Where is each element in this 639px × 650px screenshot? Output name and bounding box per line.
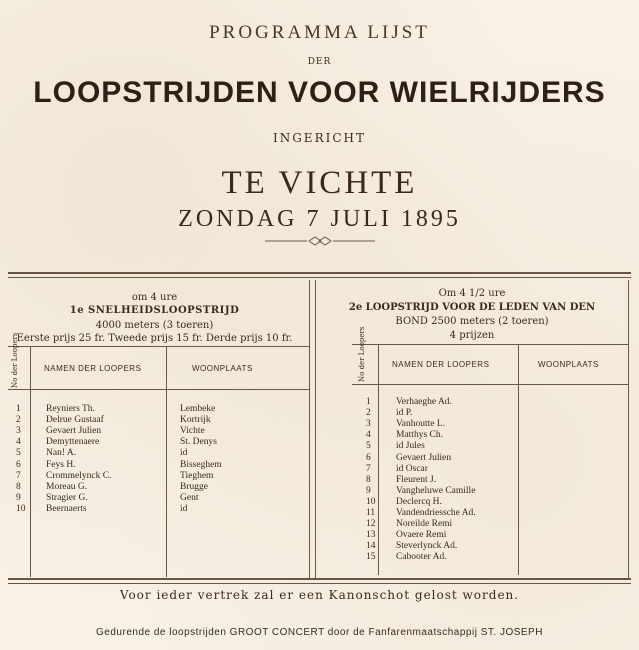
race2-col-name: NAMEN DER LOOPERS [392, 360, 490, 369]
race1-distance: 4000 meters (3 toeren) [95, 320, 214, 331]
race1-row-nr: 7 [16, 470, 21, 481]
race1-row-nr: 2 [16, 415, 21, 426]
footer-concert: Gedurende de loopstrijden GROOT CONCERT door de Fanfarenmaatschappij ST. JOSEPH [96, 627, 543, 638]
race1-col-place: WOONPLAATS [192, 364, 253, 373]
race1-row-name: Crommelynck C. [46, 470, 112, 481]
bottom-rule-thin [8, 583, 631, 584]
race1-row-place: id [180, 503, 188, 514]
date-heading: ZONDAG 7 JULI 1895 [178, 206, 461, 232]
race2-row-name: Gevaert Julien [396, 452, 452, 463]
race1-row-place: Kortrijk [180, 415, 211, 426]
race2-row-nr: 5 [366, 441, 371, 452]
ornament-divider [265, 234, 375, 248]
race2-row-name: Cabooter Ad. [396, 552, 447, 563]
race2-row-nr: 15 [366, 552, 376, 563]
race2-prizes: 4 prijzen [449, 330, 495, 341]
race1-row-place: Tieghem [180, 470, 214, 481]
race2-row-name: id Oscar [396, 463, 428, 474]
race1-prizes: Eerste prijs 25 fr. Tweede prijs 15 fr. Derde prijs 10 fr. [16, 333, 293, 344]
frame-right [628, 280, 629, 578]
race2-table-header-bottom [352, 384, 628, 385]
race2-row-name: Steverlynck Ad. [396, 541, 458, 552]
race1-row-name: Moreau G. [46, 481, 88, 492]
race2-row-name: Declercq H. [396, 496, 442, 507]
race2-row-nr: 3 [366, 419, 371, 430]
race2-row-nr: 2 [366, 408, 371, 419]
race1-row-name: Reyniers Th. [46, 404, 95, 414]
race2-name-line1: 2e LOOPSTRIJD VOOR DE LEDEN VAN DEN [348, 302, 596, 313]
race1-row-nr: 6 [16, 459, 21, 470]
top-rule-thin [8, 277, 631, 278]
race1-name-col-line [166, 347, 167, 577]
race1-row-nr: 8 [16, 481, 21, 492]
race1-row-name: Gevaert Julien [46, 426, 102, 437]
race2-row-name: Verhaeghe Ad. [396, 397, 452, 407]
race2-row-name: Vandendriessche Ad. [396, 508, 476, 518]
race1-row-place: Gent [180, 492, 199, 503]
column-divider-left [309, 280, 310, 578]
race1-col-nr: No der Loopers [11, 332, 19, 388]
race1-row-nr: 5 [16, 448, 21, 459]
race1-table-header-bottom [8, 389, 309, 390]
race2-name-line2: BOND 2500 meters (2 toeren) [395, 316, 549, 327]
ingericht-label: INGERICHT [272, 131, 366, 145]
der-label: DER [307, 57, 332, 67]
race1-row-name: Beernaerts [46, 503, 87, 514]
race2-col-place: WOONPLAATS [538, 360, 599, 369]
race2-row-name: Matthys Ch. [396, 430, 443, 441]
race2-row-nr: 4 [366, 430, 371, 441]
race2-table-top [352, 344, 628, 345]
race1-name: 1e SNELHEIDSLOOPSTRIJD [69, 305, 240, 316]
race1-nr-col-line [30, 347, 31, 577]
race1-row-name: Feys H. [46, 459, 76, 470]
race1-table-top [8, 346, 309, 347]
programma-heading: PROGRAMMA LIJST [209, 22, 430, 43]
race2-row-name: Vangheluwe Camille [396, 485, 476, 496]
race1-row-name: Demyttenaere [46, 437, 100, 448]
race2-row-nr: 1 [366, 397, 371, 407]
race2-row-name: Ovaere Remi [396, 530, 447, 541]
race2-row-nr: 6 [366, 452, 371, 463]
race2-row-name: Noreilde Remi [396, 519, 453, 530]
race1-row-place: Lembeke [180, 404, 216, 414]
race1-row-nr: 10 [16, 503, 26, 514]
race2-row-nr: 7 [366, 463, 371, 474]
race2-row-nr: 10 [366, 496, 376, 507]
race2-row-nr: 11 [366, 508, 376, 518]
race1-row-name: Delrue Gustaaf [46, 415, 104, 426]
race1-row-name: Nan! A. [46, 448, 77, 459]
race1-row-place: Brugge [180, 481, 208, 492]
race1-row-place: St. Denys [180, 437, 217, 448]
top-rule [8, 272, 631, 274]
race1-row-nr: 3 [16, 426, 21, 437]
race1-row-place: Vichte [180, 426, 205, 437]
footer-note: Voor ieder vertrek zal er een Kanonschot gelost worden. [119, 588, 520, 602]
main-title: LOOPSTRIJDEN VOOR WIELRIJDERS [33, 76, 606, 109]
race2-row-name: Fleurent J. [396, 474, 437, 485]
race1-time: om 4 ure [131, 292, 178, 303]
race1-row-nr: 4 [16, 437, 21, 448]
race1-col-name: NAMEN DER LOOPERS [44, 364, 142, 373]
race2-row-nr: 8 [366, 474, 371, 485]
race2-row-nr: 9 [366, 485, 371, 496]
race2-time: Om 4 1/2 ure [438, 288, 506, 299]
race2-row-name: id Jules [396, 441, 425, 452]
race1-row-nr: 1 [16, 404, 21, 414]
bottom-rule [8, 578, 631, 580]
race1-row-nr: 9 [16, 492, 21, 503]
race2-row-name: Vanhoutte L. [396, 419, 446, 430]
place-heading: TE VICHTE [221, 165, 418, 201]
race1-row-place: Bisseghem [180, 459, 222, 470]
race2-row-nr: 13 [366, 530, 376, 541]
race1-row-name: Stragier G. [46, 492, 88, 503]
race2-name-col-line [518, 345, 519, 575]
race2-nr-col-line [378, 345, 379, 575]
race1-row-place: id [180, 448, 188, 459]
race2-row-name: id P. [396, 408, 413, 419]
race2-col-nr: No der Loopers [358, 326, 366, 382]
race2-row-nr: 14 [366, 541, 376, 552]
race2-row-nr: 12 [366, 519, 376, 530]
